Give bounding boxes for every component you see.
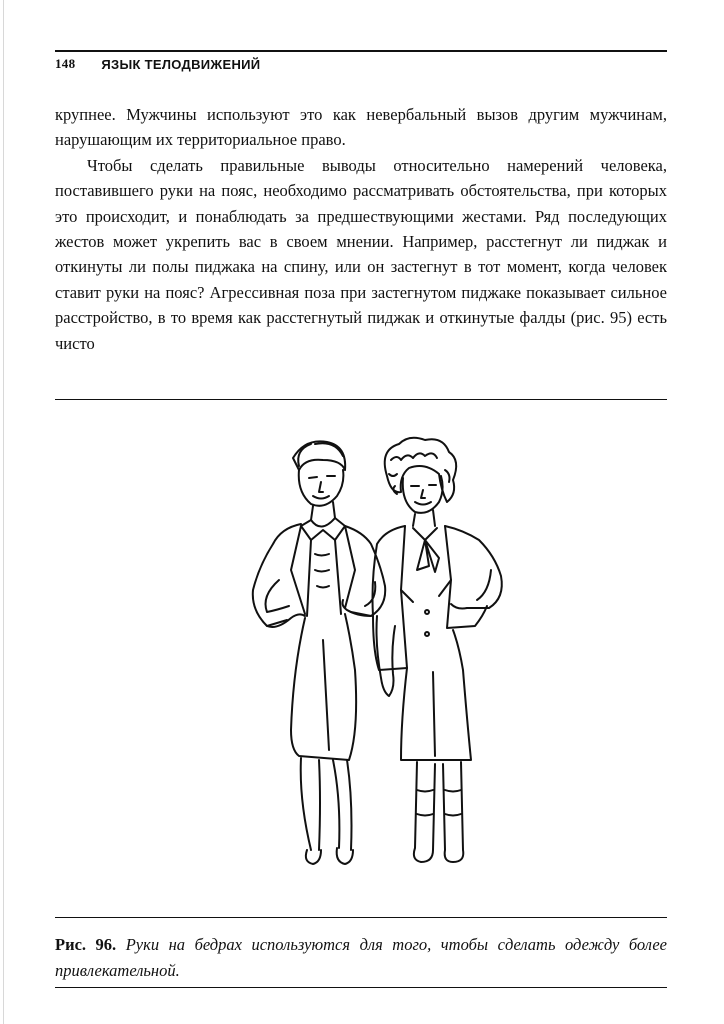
book-page — [55, 0, 667, 1024]
paragraph-1: крупнее. Мужчины используют это как невербальный вызов другим мужчинам, нарушающим их территориальное право. — [55, 105, 667, 150]
body-text — [55, 102, 667, 356]
running-title: ЯЗЫК ТЕЛОДВИЖЕНИЙ — [101, 56, 261, 72]
running-header — [55, 50, 667, 76]
figure-top-rule — [55, 399, 667, 400]
caption-label: Рис. 96. — [55, 935, 117, 954]
caption-bottom-rule — [55, 987, 667, 988]
caption-text: Руки на бедрах используются для того, чтобы сделать одежду более привлекательной. — [55, 935, 667, 980]
right-figure — [373, 438, 502, 862]
page-edge-line — [3, 0, 4, 1024]
left-figure — [253, 441, 385, 864]
figure-caption — [55, 932, 667, 984]
page-number: 148 — [55, 56, 76, 71]
illustration-two-women-hands-on-hips — [195, 430, 535, 890]
paragraph-2: Чтобы сделать правильные выводы относительно намерений человека, поставившего руки на пояс, необходимо рассматривать обстоятельства, при которых это происходит, и понаблюдать за предшествующими жестами. Ряд последующих жестов может укрепить вас в своем мнении. Например, расстегнут ли пиджак и откинуты ли полы пиджака на спину, или он застегнут в тот момент, когда человек ставит руки на пояс? Агрессивная поза при застегнутом пиджаке показывает сильное расстройство, в то время как расстегнутый пиджак и откинутые фалды (рис. 95) есть чисто — [55, 155, 667, 353]
caption-top-rule — [55, 917, 667, 918]
